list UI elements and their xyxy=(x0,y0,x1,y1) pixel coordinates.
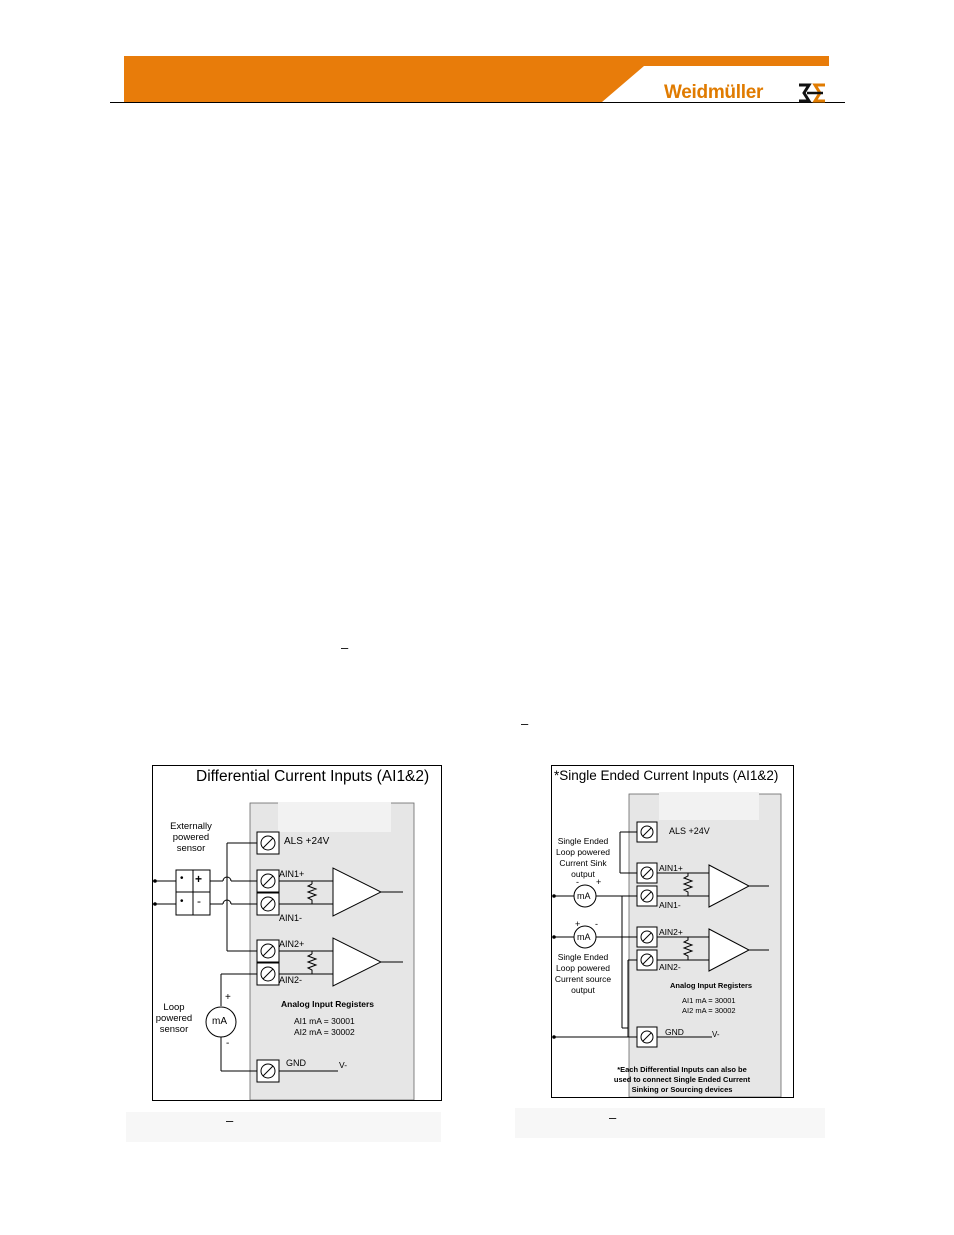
brand-logo-icon xyxy=(797,82,827,104)
registers-title: Analog Input Registers xyxy=(670,981,753,990)
meter-minus-sign: - xyxy=(576,877,579,887)
register-ai1: AI1 mA = 30001 xyxy=(294,1016,355,1026)
ain1-minus-label: AIN1- xyxy=(279,913,303,923)
als-terminal-label: ALS +24V xyxy=(284,836,330,847)
sink-sensor-label: Single Ended Loop powered Current Sink output xyxy=(556,836,610,879)
brand-logo-text: Weidmüller xyxy=(664,82,764,103)
figure-title: Differential Current Inputs (AI1&2) xyxy=(196,768,430,785)
milliamp-meter-icon: mA xyxy=(212,1016,227,1027)
underscore-mark: – xyxy=(521,716,529,731)
ain2-plus-label: AIN2+ xyxy=(659,927,683,937)
sensor-minus-terminal: - xyxy=(197,894,201,908)
figure-single-ended-inputs xyxy=(551,765,794,1098)
register-ai1: AI1 mA = 30001 xyxy=(682,996,736,1005)
underscore-mark: – xyxy=(341,640,349,655)
caption-background xyxy=(126,1112,441,1142)
caption-right: – xyxy=(609,1110,617,1125)
figure-title: *Single Ended Current Inputs (AI1&2) xyxy=(554,768,779,783)
meter-plus-sign: + xyxy=(596,877,602,887)
register-ai2: AI2 mA = 30002 xyxy=(294,1027,355,1037)
ain2-minus-label: AIN2- xyxy=(659,962,681,972)
sensor-dot: • xyxy=(180,873,184,884)
vminus-label: V- xyxy=(339,1060,348,1070)
als-terminal-label: ALS +24V xyxy=(669,826,710,836)
vminus-label: V- xyxy=(712,1030,720,1039)
caption-left: – xyxy=(226,1113,234,1128)
meter-plus-sign: + xyxy=(225,992,231,1003)
register-ai2: AI2 mA = 30002 xyxy=(682,1006,736,1015)
source-sensor-label: Single Ended Loop powered Current source output xyxy=(554,952,612,995)
milliamp-meter-icon: mA xyxy=(577,891,591,901)
figure-differential-inputs xyxy=(152,765,442,1101)
sensor-plus-terminal: + xyxy=(195,872,203,886)
differential-wiring-diagram xyxy=(153,766,441,1100)
ain1-plus-label: AIN1+ xyxy=(279,869,305,879)
sensor-dot: • xyxy=(180,896,184,907)
ain2-plus-label: AIN2+ xyxy=(279,939,305,949)
gnd-terminal-label: GND xyxy=(665,1027,684,1037)
meter-minus-sign: - xyxy=(595,919,598,929)
ain1-plus-label: AIN1+ xyxy=(659,863,683,873)
meter-plus-sign: + xyxy=(575,919,581,929)
meter-minus-sign: - xyxy=(226,1038,230,1049)
single-ended-note: *Each Differential Inputs can also be used to connect Single Ended Current Sinking or Sourcing devices xyxy=(613,1065,751,1094)
gnd-terminal-label: GND xyxy=(286,1058,306,1068)
external-sensor-label: Externally powered sensor xyxy=(170,821,212,854)
caption-background xyxy=(515,1108,825,1138)
milliamp-meter-icon: mA xyxy=(577,932,591,942)
ain1-minus-label: AIN1- xyxy=(659,900,681,910)
registers-title: Analog Input Registers xyxy=(281,999,375,1009)
loop-sensor-label: Loop powered sensor xyxy=(155,1002,193,1035)
ain2-minus-label: AIN2- xyxy=(279,975,303,985)
